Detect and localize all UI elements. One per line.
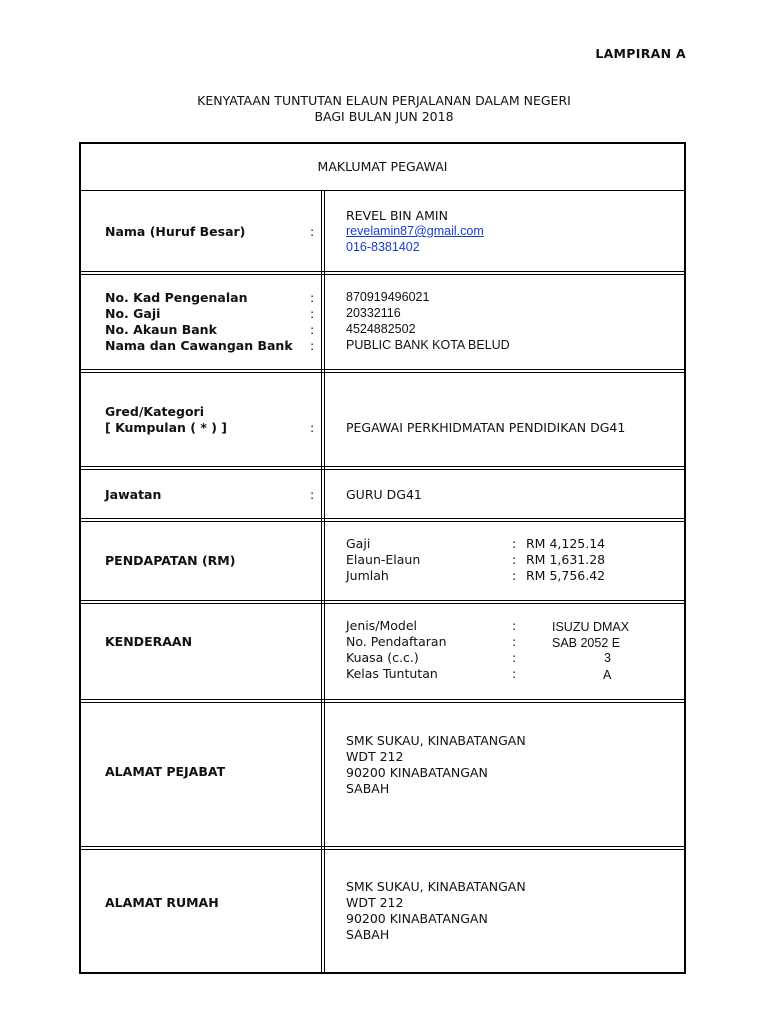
column-divider (321, 191, 325, 972)
colon: : (310, 224, 315, 239)
income-item-name: Gaji (346, 536, 371, 551)
colon: : (512, 536, 517, 551)
ic-number-value: 870919496021 (346, 290, 430, 304)
row-divider (81, 846, 684, 850)
row-divider (81, 518, 684, 522)
ic-number-label: No. Kad Pengenalan (105, 290, 248, 305)
name-label: Nama (Huruf Besar) (105, 224, 246, 239)
office-address-line: 90200 KINABATANGAN (346, 765, 488, 780)
vehicle-power-value: 3 (604, 651, 611, 665)
vehicle-label: KENDERAAN (105, 634, 193, 649)
row-divider (81, 190, 684, 191)
home-address-line: 90200 KINABATANGAN (346, 911, 488, 926)
office-address-label: ALAMAT PEJABAT (105, 764, 226, 779)
colon: : (512, 618, 517, 633)
colon: : (512, 552, 517, 567)
office-address-line: SMK SUKAU, KINABATANGAN (346, 733, 526, 748)
salary-number-label: No. Gaji (105, 306, 161, 321)
colon: : (512, 650, 517, 665)
bank-branch-label: Nama dan Cawangan Bank (105, 338, 293, 353)
office-address-line: WDT 212 (346, 749, 404, 764)
grade-label: Gred/Kategori (105, 404, 204, 419)
document-subtitle: BAGI BULAN JUN 2018 (314, 109, 454, 124)
row-divider (81, 466, 684, 470)
row-divider (81, 271, 684, 275)
income-label: PENDAPATAN (RM) (105, 553, 236, 568)
vehicle-model-value: ISUZU DMAX (552, 620, 630, 634)
vehicle-item-name: Jenis/Model (346, 618, 418, 633)
officer-name: REVEL BIN AMIN (346, 208, 448, 223)
income-item-value: RM 1,631.28 (526, 552, 606, 567)
salary-number-value: 20332116 (346, 306, 401, 320)
document-title: KENYATAAN TUNTUTAN ELAUN PERJALANAN DALAM NEGERI (197, 93, 571, 108)
officer-phone: 016-8381402 (346, 240, 420, 254)
income-item-value: RM 5,756.42 (526, 568, 606, 583)
vehicle-class-value: A (603, 668, 612, 682)
income-item-value: RM 4,125.14 (526, 536, 606, 551)
vehicle-item-name: Kelas Tuntutan (346, 666, 438, 681)
section-header: MAKLUMAT PEGAWAI (317, 159, 448, 174)
officer-info-form (79, 142, 686, 974)
home-address-line: SMK SUKAU, KINABATANGAN (346, 879, 526, 894)
row-divider (81, 699, 684, 703)
colon: : (310, 306, 315, 321)
colon: : (310, 290, 315, 305)
colon: : (310, 420, 315, 435)
colon: : (512, 666, 517, 681)
grade-value: PEGAWAI PERKHIDMATAN PENDIDIKAN DG41 (346, 420, 626, 435)
row-divider (81, 369, 684, 373)
income-item-name: Elaun-Elaun (346, 552, 421, 567)
colon: : (512, 568, 517, 583)
colon: : (310, 322, 315, 337)
home-address-line: SABAH (346, 927, 390, 942)
appendix-label: LAMPIRAN A (595, 46, 686, 61)
vehicle-item-name: Kuasa (c.c.) (346, 650, 419, 665)
bank-account-value: 4524882502 (346, 322, 416, 336)
income-item-name: Jumlah (346, 568, 389, 583)
position-value: GURU DG41 (346, 487, 422, 502)
vehicle-item-name: No. Pendaftaran (346, 634, 447, 649)
vehicle-registration-value: SAB 2052 E (552, 636, 621, 650)
colon: : (310, 338, 315, 353)
home-address-line: WDT 212 (346, 895, 404, 910)
row-divider (81, 600, 684, 604)
colon: : (512, 634, 517, 649)
position-label: Jawatan (105, 487, 162, 502)
home-address-label: ALAMAT RUMAH (105, 895, 219, 910)
colon: : (310, 487, 315, 502)
group-label: [ Kumpulan ( * ) ] (105, 420, 228, 435)
officer-email-link[interactable]: revelamin87@gmail.com (346, 224, 484, 238)
bank-branch-value: PUBLIC BANK KOTA BELUD (346, 338, 510, 352)
office-address-line: SABAH (346, 781, 390, 796)
bank-account-label: No. Akaun Bank (105, 322, 217, 337)
